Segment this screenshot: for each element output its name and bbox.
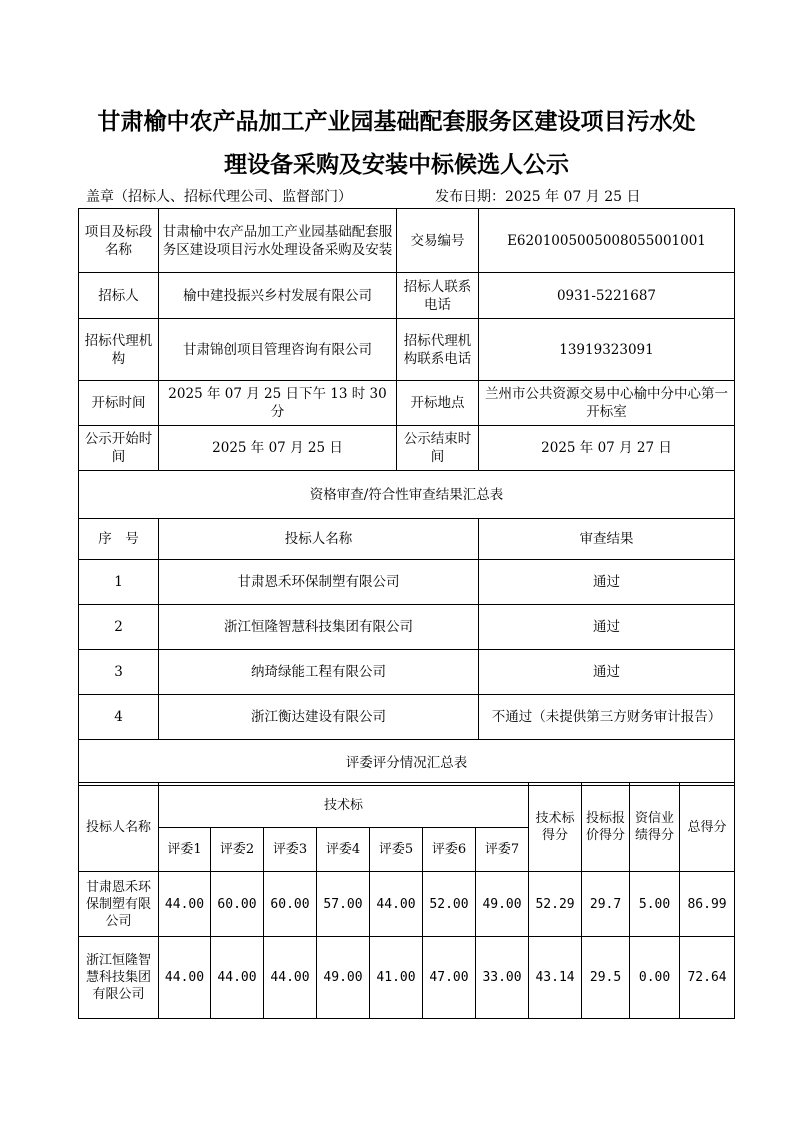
review-header-no: 序 号 xyxy=(79,519,159,560)
review-section-row xyxy=(79,471,735,519)
tenderer-value: 榆中建投振兴乡村发展有限公司 xyxy=(159,273,397,319)
review-result: 不通过（未提供第三方财务审计报告） xyxy=(479,695,735,740)
judge-score: 52.00 xyxy=(423,872,476,937)
judge-header: 评委5 xyxy=(370,828,423,872)
score-bidder: 浙江恒隆智慧科技集团有限公司 xyxy=(79,937,159,1019)
judge-score: 57.00 xyxy=(317,872,370,937)
score-header-bidder: 投标人名称 xyxy=(79,783,159,872)
announcement-table xyxy=(78,208,735,786)
judge-score: 49.00 xyxy=(317,937,370,1019)
review-section-title: 资格审查/符合性审查结果汇总表 xyxy=(79,471,735,519)
judge-score: 44.00 xyxy=(211,937,264,1019)
open-place-value: 兰州市公共资源交易中心榆中分中心第一开标室 xyxy=(479,381,735,426)
judge-score: 44.00 xyxy=(370,872,423,937)
review-bidder: 浙江恒隆智慧科技集团有限公司 xyxy=(159,605,479,650)
perf-score: 5.00 xyxy=(630,872,680,937)
review-bidder: 浙江衡达建设有限公司 xyxy=(159,695,479,740)
document-title-line-2: 理设备采购及安装中标候选人公示 xyxy=(224,152,569,178)
judge-score: 44.00 xyxy=(159,872,211,937)
score-section-row xyxy=(79,740,735,786)
tenderer-phone-value: 0931-5221687 xyxy=(479,273,735,319)
review-result: 通过 xyxy=(479,650,735,695)
score-header-price: 投标报价得分 xyxy=(582,783,630,872)
review-header-row xyxy=(79,519,735,560)
agency-row xyxy=(79,319,735,381)
score-header-total: 总得分 xyxy=(680,783,735,872)
review-no: 3 xyxy=(79,650,159,695)
tech-score: 52.29 xyxy=(529,872,582,937)
review-result: 通过 xyxy=(479,560,735,605)
score-header-tech-score: 技术标得分 xyxy=(529,783,582,872)
total-score: 72.64 xyxy=(680,937,735,1019)
notice-end-value: 2025 年 07 月 27 日 xyxy=(479,426,735,471)
open-place-label: 开标地点 xyxy=(397,381,479,426)
review-header-name: 投标人名称 xyxy=(159,519,479,560)
agency-value: 甘肃锦创项目管理咨询有限公司 xyxy=(159,319,397,381)
judge-header: 评委3 xyxy=(264,828,317,872)
code-label: 交易编号 xyxy=(397,209,479,273)
project-row xyxy=(79,209,735,273)
open-time-label: 开标时间 xyxy=(79,381,159,426)
perf-score: 0.00 xyxy=(630,937,680,1019)
table-row xyxy=(79,560,735,605)
price-score: 29.7 xyxy=(582,872,630,937)
judge-score: 41.00 xyxy=(370,937,423,1019)
table-row xyxy=(79,872,735,937)
seal-note: 盖章（招标人、招标代理公司、监督部门） xyxy=(86,189,352,205)
table-row xyxy=(79,937,735,1019)
publish-date: 发布日期：2025 年 07 月 25 日 xyxy=(435,189,641,205)
review-no: 2 xyxy=(79,605,159,650)
project-label: 项目及标段名称 xyxy=(79,209,159,273)
agency-phone-label: 招标代理机构联系电话 xyxy=(397,319,479,381)
score-table xyxy=(78,782,735,1019)
judge-score: 60.00 xyxy=(264,872,317,937)
review-no: 4 xyxy=(79,695,159,740)
judge-header: 评委2 xyxy=(211,828,264,872)
score-section-title: 评委评分情况汇总表 xyxy=(79,740,735,786)
review-no: 1 xyxy=(79,560,159,605)
judge-score: 44.00 xyxy=(264,937,317,1019)
notice-end-label: 公示结束时间 xyxy=(397,426,479,471)
judge-score: 44.00 xyxy=(159,937,211,1019)
tenderer-label: 招标人 xyxy=(79,273,159,319)
agency-label: 招标代理机构 xyxy=(79,319,159,381)
score-header-tech: 技术标 xyxy=(159,783,529,828)
score-header-perf: 资信业绩得分 xyxy=(630,783,680,872)
review-bidder: 甘肃恩禾环保制塑有限公司 xyxy=(159,560,479,605)
judge-header: 评委7 xyxy=(476,828,529,872)
document-title-line-1: 甘肃榆中农产品加工产业园基础配套服务区建设项目污水处 xyxy=(97,109,696,135)
price-score: 29.5 xyxy=(582,937,630,1019)
tenderer-phone-label: 招标人联系电话 xyxy=(397,273,479,319)
review-bidder: 纳琦绿能工程有限公司 xyxy=(159,650,479,695)
notice-row xyxy=(79,426,735,471)
total-score: 86.99 xyxy=(680,872,735,937)
agency-phone-value: 13919323091 xyxy=(479,319,735,381)
judge-score: 33.00 xyxy=(476,937,529,1019)
judge-header: 评委1 xyxy=(159,828,211,872)
table-row xyxy=(79,605,735,650)
score-header-row xyxy=(79,783,735,828)
judge-header: 评委4 xyxy=(317,828,370,872)
tenderer-row xyxy=(79,273,735,319)
code-value: E6201005005008055001001 xyxy=(479,209,735,273)
table-row xyxy=(79,650,735,695)
project-value: 甘肃榆中农产品加工产业园基础配套服务区建设项目污水处理设备采购及安装 xyxy=(159,209,397,273)
review-result: 通过 xyxy=(479,605,735,650)
judge-score: 60.00 xyxy=(211,872,264,937)
judge-header: 评委6 xyxy=(423,828,476,872)
open-row xyxy=(79,381,735,426)
judge-score: 47.00 xyxy=(423,937,476,1019)
notice-start-label: 公示开始时间 xyxy=(79,426,159,471)
table-row xyxy=(79,695,735,740)
judge-score: 49.00 xyxy=(476,872,529,937)
review-header-result: 审查结果 xyxy=(479,519,735,560)
tech-score: 43.14 xyxy=(529,937,582,1019)
notice-start-value: 2025 年 07 月 25 日 xyxy=(159,426,397,471)
score-bidder: 甘肃恩禾环保制塑有限公司 xyxy=(79,872,159,937)
open-time-value: 2025 年 07 月 25 日下午 13 时 30 分 xyxy=(159,381,397,426)
